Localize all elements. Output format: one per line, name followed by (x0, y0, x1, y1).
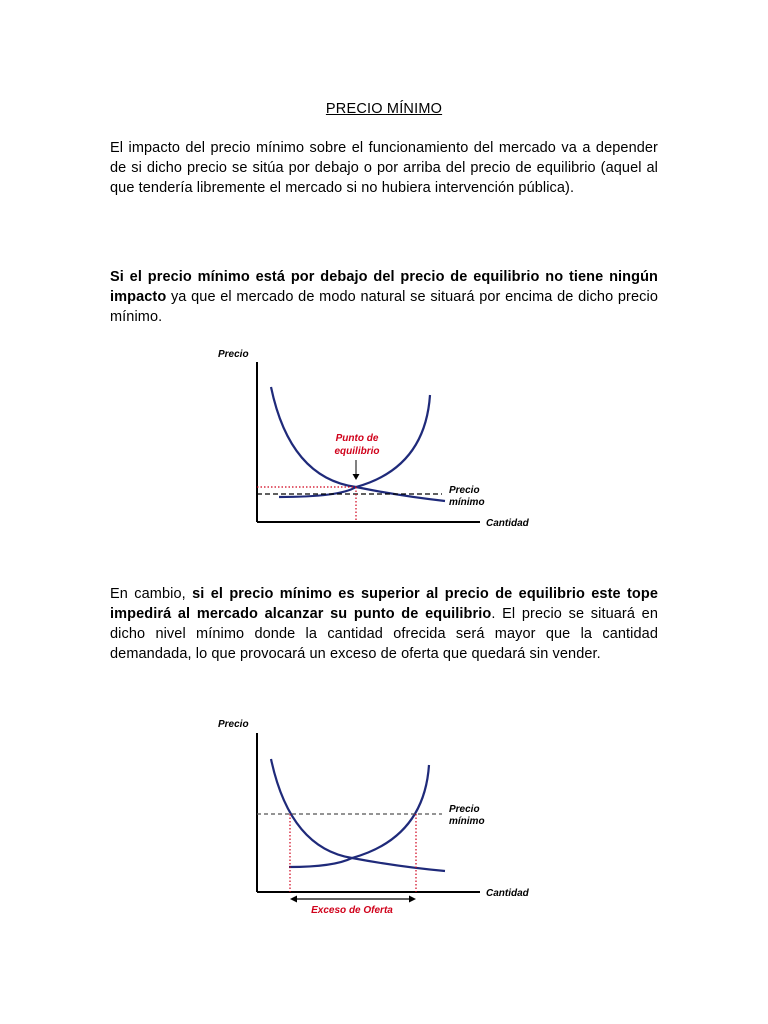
figure2-excess-supply-label: Exceso de Oferta (311, 905, 393, 916)
figure2-excess-arrowhead-right (409, 896, 416, 903)
figure2-supply-curve (289, 765, 429, 867)
figure2-demand-curve (271, 759, 445, 871)
figure1-y-axis-label: Precio (218, 349, 249, 360)
figure1-equilibrium-label-line2: equilibrio (334, 446, 380, 457)
paragraph-above-equilibrium-bold: si el precio mínimo es superior al precio de equilibrio este tope impedirá al mercado alcanzar su punto de equilibrio (110, 586, 659, 622)
figure2-excess-arrowhead-left (290, 896, 297, 903)
figure1-floor-label-line1: Precio (449, 485, 480, 496)
paragraph-above-equilibrium-start: En cambio, (110, 586, 193, 602)
figure1-equilibrium-label-line1: Punto de (335, 433, 379, 444)
figure1-floor-label-line2: mínimo (449, 497, 485, 508)
figure2-x-axis-label: Cantidad (486, 888, 529, 899)
paragraph-below-equilibrium-bold: Si el precio mínimo está por debajo del precio de equilibrio no tiene ningún impacto (110, 269, 658, 305)
figure1-x-axis-label: Cantidad (486, 518, 529, 529)
figure2-y-axis-label: Precio (218, 719, 249, 730)
paragraph-intro: El impacto del precio mínimo sobre el funcionamiento del mercado va a depender de si dicho precio se sitúa por debajo o por arriba del precio de equilibrio (aquel al que tendería libremente el mercado si no hubiera intervención pública). (110, 140, 658, 196)
document-title: PRECIO MÍNIMO (325, 101, 443, 117)
paragraph-below-equilibrium-rest: ya que el mercado de modo natural se situará por encima de dicho precio mínimo. (110, 289, 658, 325)
paragraph-above-equilibrium-rest: . El precio se situará en dicho nivel mínimo donde la cantidad ofrecida será mayor que la cantidad demandada, lo que provocará un exceso de oferta que quedará sin vender. (110, 606, 658, 662)
figure2-floor-label-line2: mínimo (449, 816, 485, 827)
figure2-floor-label-line1: Precio (449, 804, 480, 815)
